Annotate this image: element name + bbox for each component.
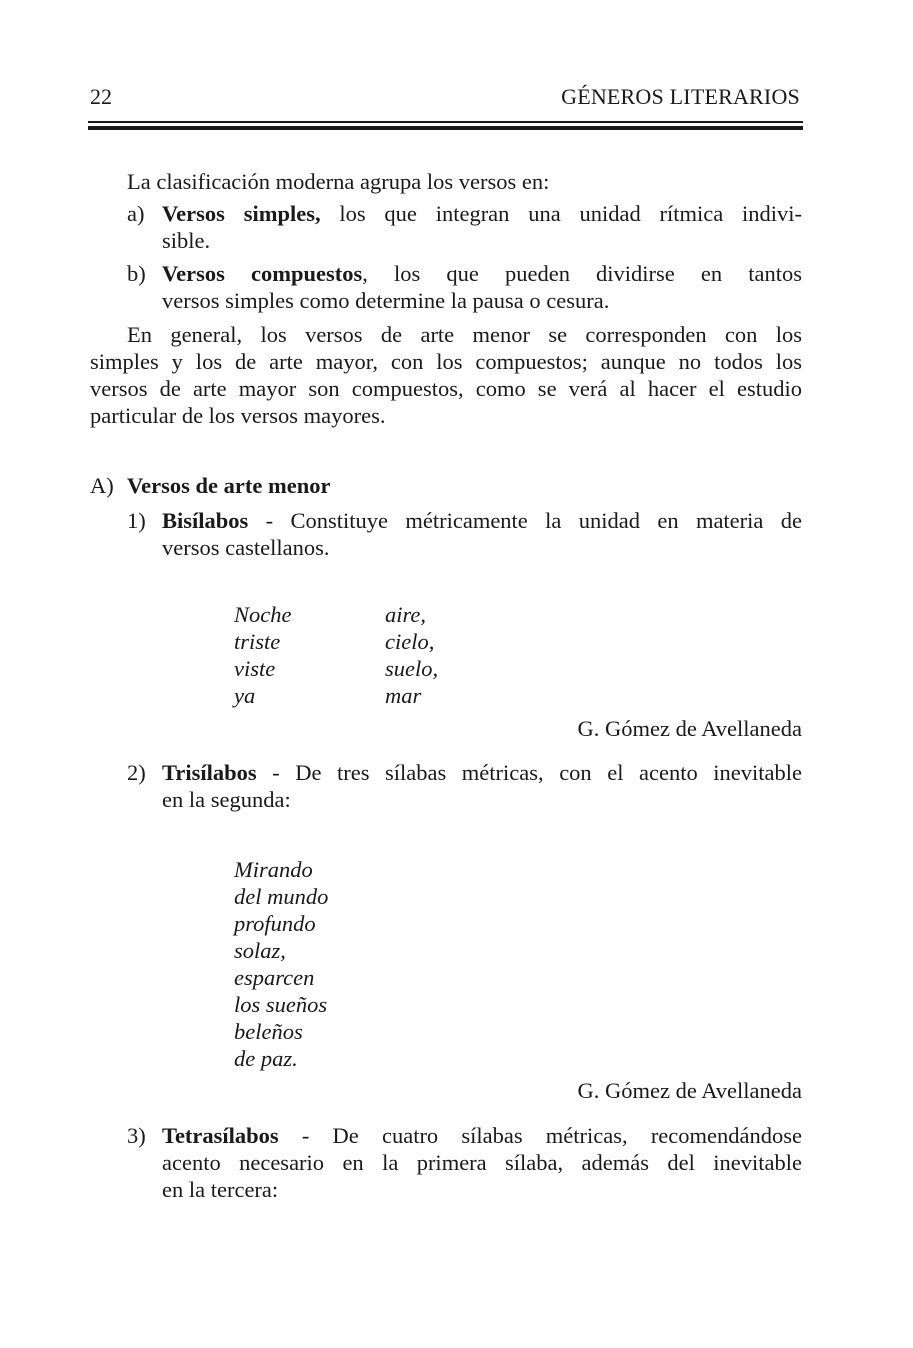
item-1-marker: 1) — [127, 508, 146, 533]
intro-line: La clasificación moderna agrupa los versos en: — [127, 169, 550, 194]
section-marker: A) — [90, 473, 114, 498]
item-1-continuation: versos castellanos. — [162, 535, 330, 560]
item-1-line — [162, 507, 802, 535]
poem-1-verse: mar — [385, 683, 422, 708]
poem-2-verse: profundo — [234, 911, 316, 936]
attribution: G. Gómez de Avellaneda — [577, 716, 802, 741]
paragraph-line: simples y los de arte mayor, con los compuestos; aunque no todos los — [90, 349, 802, 374]
item-3-term: Tetrasílabos — [162, 1123, 279, 1148]
poem-2-verse: Mirando — [234, 857, 313, 882]
poem-1-verse: Noche — [234, 602, 292, 627]
item-3-text: - De cuatro sílabas métricas, recomendándose — [278, 1123, 802, 1148]
poem-2-verse: beleños — [234, 1019, 303, 1044]
section-heading: Versos de arte menor — [127, 473, 331, 498]
item-1-text: - Constituye métricamente la unidad en materia de — [248, 508, 802, 533]
item-2-line — [162, 759, 802, 787]
poem-1-verse: cielo, — [385, 629, 435, 654]
item-b-term: Versos compuestos — [162, 261, 363, 286]
item-b-line — [162, 260, 802, 288]
item-a-term: Versos simples, — [162, 201, 321, 226]
poem-1-verse: ya — [234, 683, 256, 708]
running-title: GÉNEROS LITERARIOS — [561, 84, 800, 109]
item-2-marker: 2) — [127, 760, 146, 785]
poem-1-verse: triste — [234, 629, 281, 654]
poem-2-verse: esparcen — [234, 965, 315, 990]
item-b-marker: b) — [127, 261, 146, 286]
item-3-marker: 3) — [127, 1123, 146, 1148]
poem-2-verse: solaz, — [234, 938, 286, 963]
item-2-text: - De tres sílabas métricas, con el acento inevitable — [256, 760, 802, 785]
item-2-term: Trisílabos — [162, 760, 257, 785]
item-a-continuation: sible. — [162, 228, 211, 253]
item-3-continuation: en la tercera: — [162, 1177, 279, 1202]
item-b-continuation: versos simples como determine la pausa o cesura. — [162, 288, 610, 313]
poem-2-verse: los sueños — [234, 992, 328, 1017]
page-number: 22 — [90, 84, 112, 109]
poem-1-verse: suelo, — [385, 656, 439, 681]
item-3-line — [162, 1122, 802, 1150]
item-a-marker: a) — [127, 201, 145, 226]
header-rule-thin — [88, 121, 803, 123]
paragraph-line: En general, los versos de arte menor se corresponden con los — [127, 322, 802, 347]
poem-1-verse: aire, — [385, 602, 427, 627]
item-a-text: los que integran una unidad rítmica indivi- — [339, 201, 803, 226]
item-3-continuation: acento necesario en la primera sílaba, además del inevitable — [162, 1150, 802, 1175]
paragraph-line: particular de los versos mayores. — [90, 403, 386, 428]
item-1-term: Bisílabos — [162, 508, 249, 533]
poem-1-verse: viste — [234, 656, 276, 681]
header-rule-thick — [88, 126, 803, 130]
item-b-text: , los que pueden dividirse en tantos — [362, 261, 802, 286]
attribution: G. Gómez de Avellaneda — [577, 1078, 802, 1103]
poem-2-verse: de paz. — [234, 1046, 298, 1071]
paragraph-line: versos de arte mayor son compuestos, como se verá al hacer el estudio — [90, 376, 802, 401]
item-a-line — [162, 200, 802, 228]
item-2-continuation: en la segunda: — [162, 787, 291, 812]
poem-2-verse: del mundo — [234, 884, 329, 909]
